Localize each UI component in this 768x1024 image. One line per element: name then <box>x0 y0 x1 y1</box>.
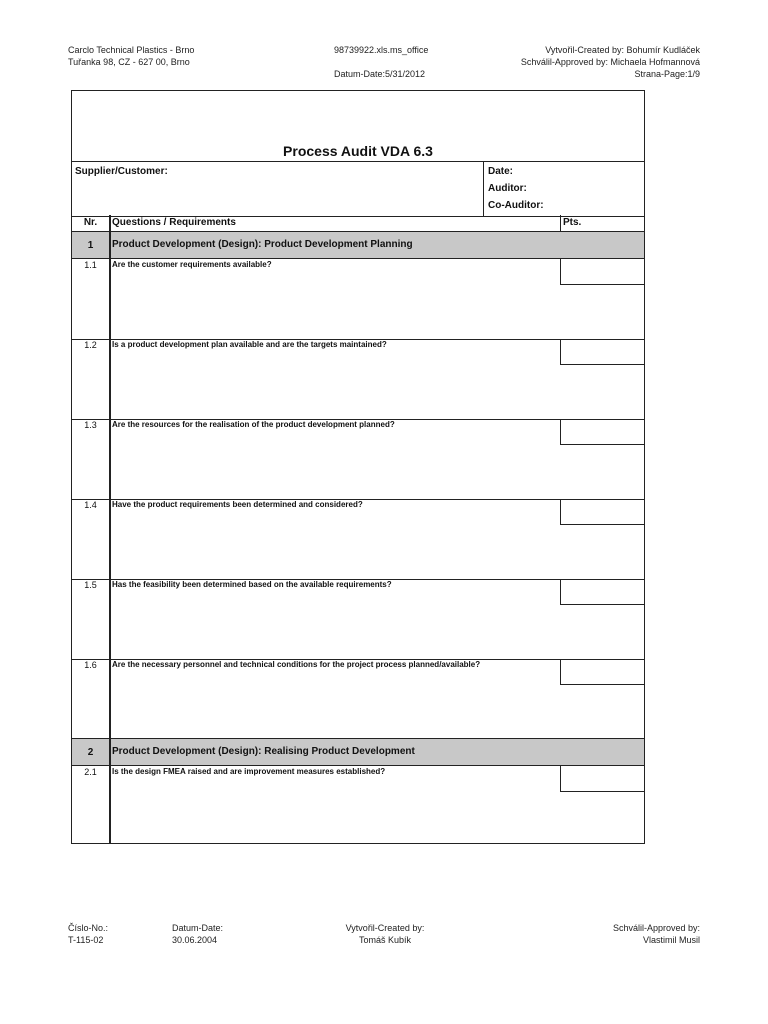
question-row <box>72 579 644 660</box>
form-title: Process Audit VDA 6.3 <box>283 143 433 159</box>
section-header <box>72 738 644 766</box>
footer-created-value: Tomáš Kubík <box>358 935 412 945</box>
company-address: Tuřanka 98, CZ - 627 00, Brno <box>68 57 190 67</box>
footer-approved-label: Schválil-Approved by: <box>612 923 700 933</box>
supplier-row <box>72 161 644 217</box>
question-row <box>72 659 644 739</box>
audit-meta-box <box>483 162 544 216</box>
question-number: 1.5 <box>84 580 97 590</box>
question-text: Is a product development plan available and are the targets maintained? <box>112 340 387 349</box>
question-number: 1.2 <box>84 340 97 350</box>
co-auditor-label: Co-Auditor: <box>488 200 544 211</box>
company-block <box>68 44 194 68</box>
question-row <box>72 766 644 844</box>
points-input[interactable] <box>560 499 645 525</box>
footer-approved <box>613 922 700 946</box>
file-name: 98739922.xls.ms_office <box>334 45 429 55</box>
footer-no-label: Číslo-No.: <box>68 923 109 933</box>
question-text: Are the necessary personnel and technical conditions for the project process planned/available? <box>112 660 481 669</box>
section-title: Product Development (Design): Realising Product Development <box>112 746 415 757</box>
points-input[interactable] <box>560 766 645 792</box>
company-name: Carclo Technical Plastics - Brno <box>68 45 195 55</box>
question-text: Are the customer requirements available? <box>112 260 272 269</box>
footer-number <box>68 922 108 946</box>
question-text: Are the resources for the realisation of the product development planned? <box>112 420 395 429</box>
column-pts: Pts. <box>563 217 582 228</box>
question-number: 1.4 <box>84 500 97 510</box>
question-number: 1.3 <box>84 420 97 430</box>
question-number: 2.1 <box>84 767 97 777</box>
points-input[interactable] <box>560 419 645 445</box>
points-input[interactable] <box>560 339 645 365</box>
pts-divider <box>560 215 561 231</box>
section-header <box>72 231 644 259</box>
column-header <box>72 215 644 232</box>
created-by: Vytvořil-Created by: Bohumír Kudláček <box>545 45 700 55</box>
footer-created <box>330 922 440 946</box>
footer-created-label: Vytvořil-Created by: <box>345 923 425 933</box>
question-number: 1.6 <box>84 660 97 670</box>
points-input[interactable] <box>560 259 645 285</box>
approval-block <box>521 44 700 80</box>
section-title: Product Development (Design): Product Development Planning <box>112 239 413 250</box>
audit-form <box>71 90 645 844</box>
footer-date-value: 30.06.2004 <box>172 935 218 945</box>
section-number: 1 <box>87 240 94 251</box>
question-text: Is the design FMEA raised and are improvement measures established? <box>112 767 386 776</box>
footer-date-label: Datum-Date: <box>172 923 224 933</box>
section-number: 2 <box>87 747 94 758</box>
points-input[interactable] <box>560 579 645 605</box>
question-text: Has the feasibility been determined based on the available requirements? <box>112 580 392 589</box>
question-number: 1.1 <box>84 260 97 270</box>
question-row <box>72 419 644 500</box>
column-nr: Nr. <box>83 217 98 228</box>
document-date: Datum-Date:5/31/2012 <box>334 69 426 79</box>
question-row <box>72 339 644 420</box>
points-input[interactable] <box>560 659 645 685</box>
question-text: Have the product requirements been determined and considered? <box>112 500 363 509</box>
column-questions: Questions / Requirements <box>112 217 236 228</box>
approved-by: Schválil-Approved by: Michaela Hofmannová <box>520 57 700 67</box>
auditor-label: Auditor: <box>488 183 527 194</box>
nr-divider <box>109 215 111 843</box>
footer-approved-value: Vlastimil Musil <box>642 935 700 945</box>
question-row <box>72 499 644 580</box>
footer-date <box>172 922 223 946</box>
supplier-label: Supplier/Customer: <box>75 166 168 177</box>
page-number: Strana-Page:1/9 <box>634 69 700 79</box>
footer-no-value: T-115-02 <box>68 935 104 945</box>
date-label: Date: <box>488 166 514 177</box>
file-block <box>334 44 428 80</box>
question-row <box>72 259 644 340</box>
